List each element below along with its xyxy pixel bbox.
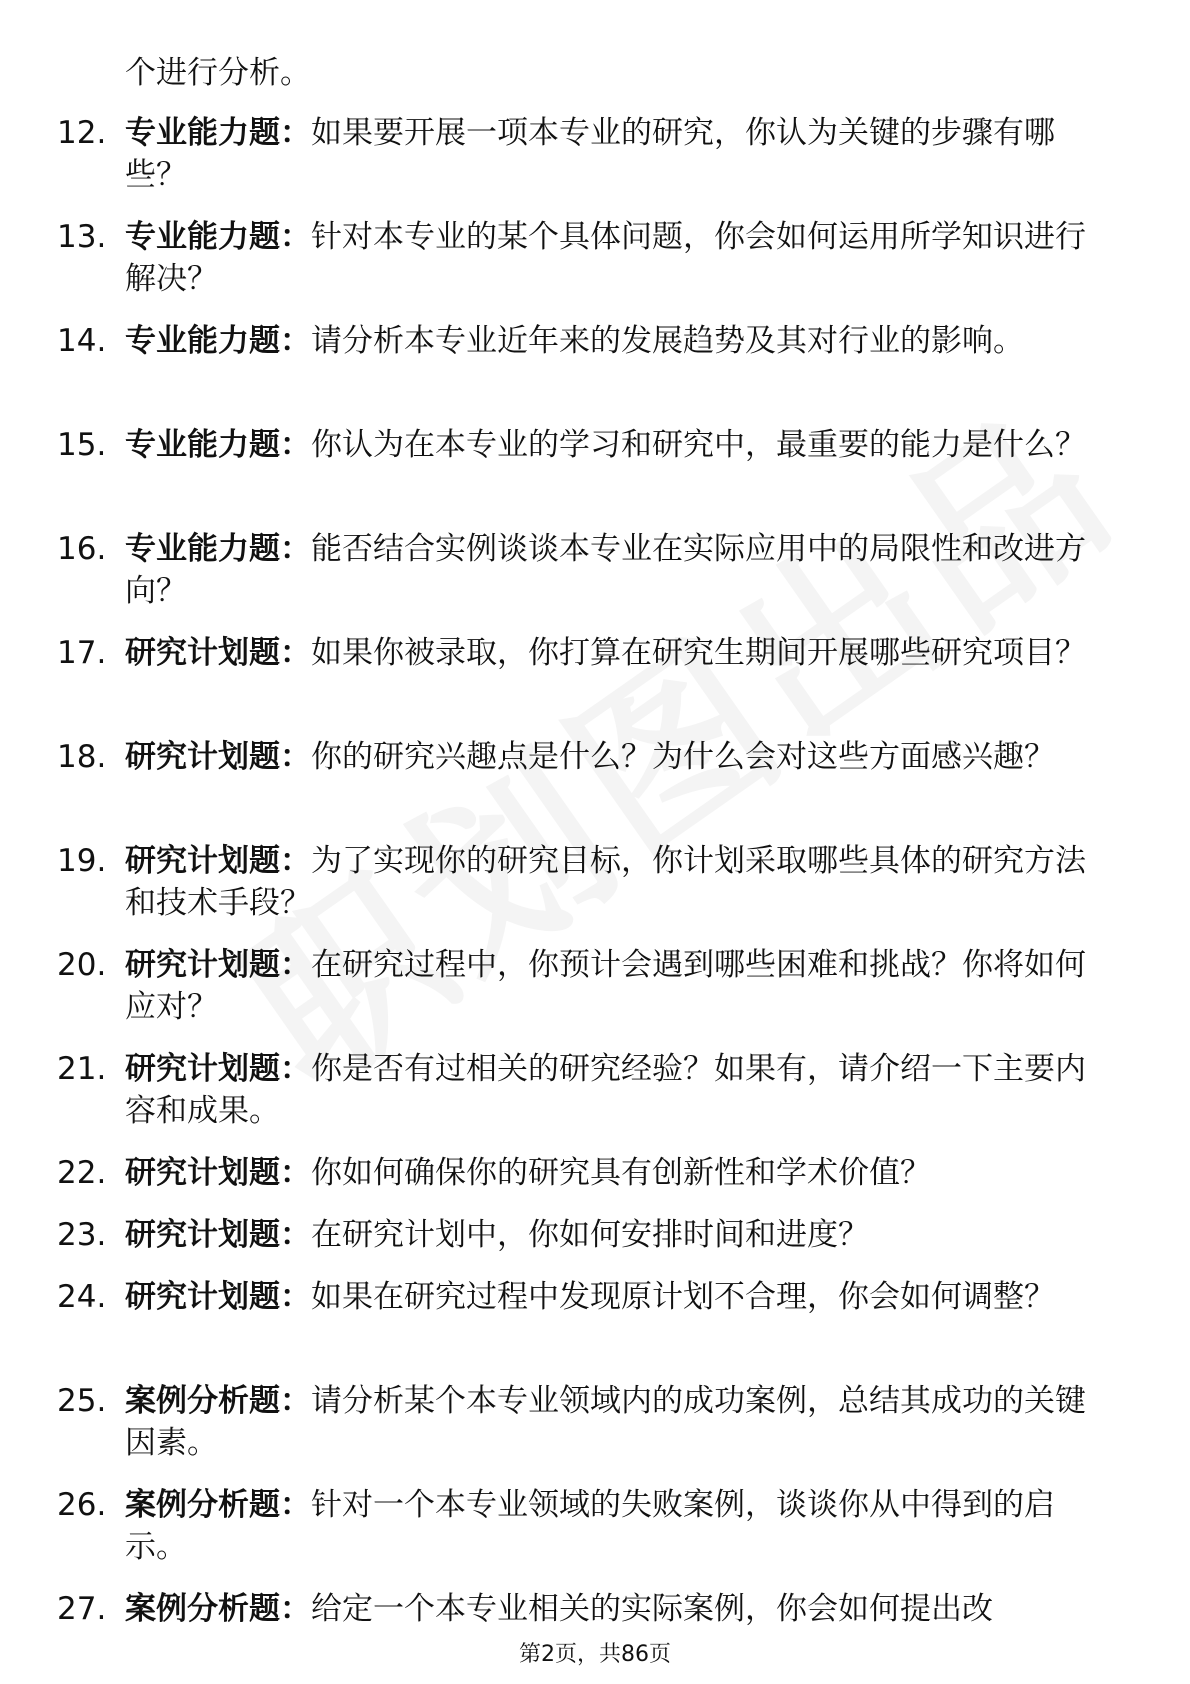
question-text: 你如何确保你的研究具有创新性和学术价值？ bbox=[311, 1155, 931, 1191]
question-body bbox=[125, 840, 1115, 924]
question-item-13 bbox=[0, 216, 1190, 320]
question-item-21 bbox=[0, 1048, 1190, 1152]
question-number: 13. bbox=[57, 219, 107, 255]
question-category: 研究计划题： bbox=[125, 1217, 311, 1253]
question-body bbox=[125, 528, 1115, 612]
question-category: 研究计划题： bbox=[125, 635, 311, 671]
question-item-22 bbox=[0, 1152, 1190, 1214]
question-body bbox=[125, 1380, 1115, 1464]
question-item-17 bbox=[0, 632, 1190, 736]
question-number: 23. bbox=[57, 1217, 107, 1253]
question-body bbox=[125, 1214, 1115, 1256]
question-number: 25. bbox=[57, 1383, 107, 1419]
question-category: 研究计划题： bbox=[125, 947, 311, 983]
question-text: 如果在研究过程中发现原计划不合理，你会如何调整？ bbox=[311, 1279, 1055, 1315]
question-item-14 bbox=[0, 320, 1190, 424]
page-footer: 第2页，共86页 bbox=[519, 1642, 671, 1667]
question-number: 21. bbox=[57, 1051, 107, 1087]
question-body bbox=[125, 424, 1115, 466]
question-body bbox=[125, 632, 1115, 674]
question-text: 你的研究兴趣点是什么？为什么会对这些方面感兴趣？ bbox=[311, 739, 1055, 775]
question-category: 研究计划题： bbox=[125, 1279, 311, 1315]
question-number: 12. bbox=[57, 115, 107, 151]
question-item-24 bbox=[0, 1276, 1190, 1380]
question-category: 专业能力题： bbox=[125, 427, 311, 463]
question-item-26 bbox=[0, 1484, 1190, 1588]
question-text: 给定一个本专业相关的实际案例，你会如何提出改 bbox=[311, 1591, 993, 1627]
question-text: 在研究过程中，你预计会遇到哪些困难和挑战？你将如何应对？ bbox=[125, 947, 1086, 1025]
question-number: 27. bbox=[57, 1591, 107, 1627]
question-item-19 bbox=[0, 840, 1190, 944]
question-body bbox=[125, 1588, 1115, 1630]
question-category: 案例分析题： bbox=[125, 1487, 311, 1523]
question-text: 为了实现你的研究目标，你计划采取哪些具体的研究方法和技术手段？ bbox=[125, 843, 1086, 921]
question-text: 针对一个本专业领域的失败案例，谈谈你从中得到的启示。 bbox=[125, 1487, 1055, 1565]
question-body bbox=[125, 112, 1115, 196]
question-item-20 bbox=[0, 944, 1190, 1048]
question-text: 如果要开展一项本专业的研究，你认为关键的步骤有哪些？ bbox=[125, 115, 1055, 193]
question-item-16 bbox=[0, 528, 1190, 632]
question-category: 案例分析题： bbox=[125, 1591, 311, 1627]
question-number: 15. bbox=[57, 427, 107, 463]
question-category: 案例分析题： bbox=[125, 1383, 311, 1419]
question-body bbox=[125, 320, 1115, 362]
question-number: 19. bbox=[57, 843, 107, 879]
question-body bbox=[125, 1048, 1115, 1132]
question-text: 请分析某个本专业领域内的成功案例，总结其成功的关键因素。 bbox=[125, 1383, 1086, 1461]
question-category: 研究计划题： bbox=[125, 1155, 311, 1191]
question-number: 17. bbox=[57, 635, 107, 671]
question-number: 26. bbox=[57, 1487, 107, 1523]
question-body bbox=[125, 736, 1115, 778]
question-list bbox=[0, 112, 1190, 1650]
question-text: 在研究计划中，你如何安排时间和进度？ bbox=[311, 1217, 869, 1253]
question-number: 22. bbox=[57, 1155, 107, 1191]
question-item-15 bbox=[0, 424, 1190, 528]
question-body bbox=[125, 1276, 1115, 1318]
question-category: 专业能力题： bbox=[125, 531, 311, 567]
question-body bbox=[125, 216, 1115, 300]
question-item-18 bbox=[0, 736, 1190, 840]
question-category: 研究计划题： bbox=[125, 1051, 311, 1087]
question-body bbox=[125, 944, 1115, 1028]
question-item-25 bbox=[0, 1380, 1190, 1484]
question-item-23 bbox=[0, 1214, 1190, 1276]
question-body bbox=[125, 1484, 1115, 1568]
question-category: 专业能力题： bbox=[125, 323, 311, 359]
question-text: 如果你被录取，你打算在研究生期间开展哪些研究项目？ bbox=[311, 635, 1086, 671]
question-text: 针对本专业的某个具体问题，你会如何运用所学知识进行解决？ bbox=[125, 219, 1086, 297]
question-text: 你认为在本专业的学习和研究中，最重要的能力是什么？ bbox=[311, 427, 1086, 463]
question-body bbox=[125, 1152, 1115, 1194]
question-number: 14. bbox=[57, 323, 107, 359]
continuation-line: 个进行分析。 bbox=[125, 55, 311, 91]
question-text: 能否结合实例谈谈本专业在实际应用中的局限性和改进方向？ bbox=[125, 531, 1086, 609]
question-category: 专业能力题： bbox=[125, 115, 311, 151]
question-text: 请分析本专业近年来的发展趋势及其对行业的影响。 bbox=[311, 323, 1024, 359]
question-number: 24. bbox=[57, 1279, 107, 1315]
question-category: 研究计划题： bbox=[125, 739, 311, 775]
question-number: 20. bbox=[57, 947, 107, 983]
question-number: 16. bbox=[57, 531, 107, 567]
question-category: 研究计划题： bbox=[125, 843, 311, 879]
question-item-12 bbox=[0, 112, 1190, 216]
question-text: 你是否有过相关的研究经验？如果有，请介绍一下主要内容和成果。 bbox=[125, 1051, 1086, 1129]
question-number: 18. bbox=[57, 739, 107, 775]
question-category: 专业能力题： bbox=[125, 219, 311, 255]
